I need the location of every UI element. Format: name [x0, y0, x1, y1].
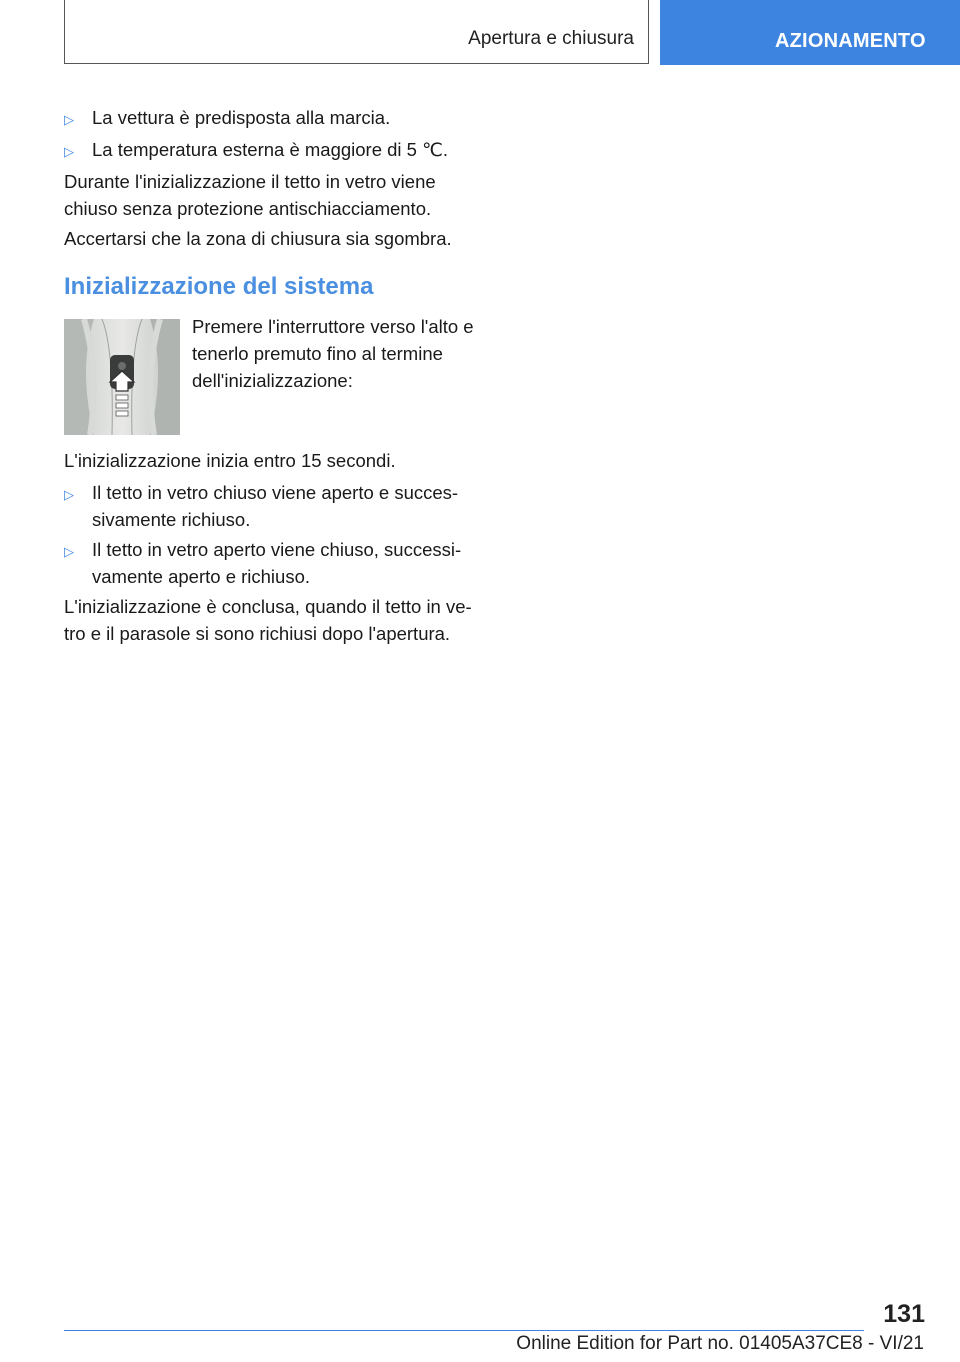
- section-heading: Inizializzazione del sistema: [64, 273, 374, 300]
- chapter-tab-label: AZIONAMENTO: [775, 30, 926, 52]
- list-item-text: Il tetto in vetro chiuso viene aperto e successivamente richiuso.: [92, 482, 459, 530]
- paragraph: L'inizializzazione è conclusa, quando il tetto in vetro e il parasole si sono richiusi dopo l'apertura.: [64, 596, 472, 644]
- roof-switch-image: [64, 319, 180, 435]
- triangle-bullet-icon: ▷: [64, 144, 74, 159]
- paragraph: L'inizializzazione inizia entro 15 secondi.: [64, 450, 396, 471]
- triangle-bullet-icon: ▷: [64, 112, 74, 127]
- footer-edition-text: Online Edition for Part no. 01405A37CE8 - VI/21: [516, 1333, 924, 1354]
- list-item: [64, 536, 482, 590]
- roof-switch-illustration: [64, 319, 180, 435]
- triangle-bullet-icon: ▷: [64, 544, 74, 559]
- list-item-text: La vettura è predisposta alla marcia.: [92, 107, 391, 128]
- footer-divider: [64, 1330, 864, 1331]
- paragraph: Durante l'inizializzazione il tetto in vetro viene chiuso senza protezione antischiacciamento.: [64, 171, 436, 219]
- list-item-text: La temperatura esterna è maggiore di 5 ℃.: [92, 139, 449, 160]
- chapter-tab[interactable]: [660, 0, 960, 65]
- list-item: [64, 104, 482, 133]
- list-item: [64, 136, 482, 165]
- list-item-text: Il tetto in vetro aperto viene chiuso, successivamente aperto e richiuso.: [92, 539, 462, 587]
- list-item: [64, 479, 482, 533]
- paragraph: Accertarsi che la zona di chiusura sia sgombra.: [64, 228, 452, 249]
- triangle-bullet-icon: ▷: [64, 487, 74, 502]
- figure-caption: Premere l'interruttore verso l'alto e tenerlo premuto fino al termine dell'inizializzazione:: [192, 316, 474, 391]
- section-title: Apertura e chiusura: [468, 28, 634, 49]
- header-box: [64, 0, 649, 64]
- page-number: 131: [883, 1300, 925, 1328]
